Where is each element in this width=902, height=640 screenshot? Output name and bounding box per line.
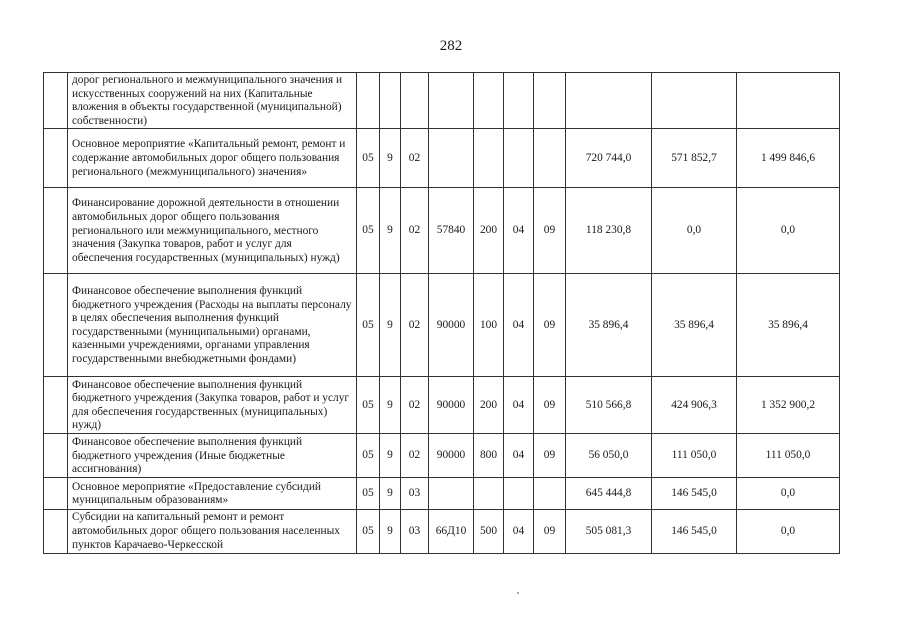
- subprogram-code-cell: 9: [380, 478, 401, 510]
- budget-table: [43, 72, 840, 554]
- chapter-code-cell: [504, 73, 534, 129]
- table-row: [44, 510, 840, 554]
- item-name-cell: дорог регионального и межмуниципального значения и искусственных сооружений на них (Капитальные вложения в объекты государственной (муниципальной) собственности): [68, 73, 357, 129]
- amount-year3-cell: 1 499 846,6: [737, 129, 840, 188]
- chapter-code-cell: 04: [504, 188, 534, 274]
- item-name-cell: Финансовое обеспечение выполнения функций бюджетного учреждения (Расходы на выплаты персоналу в целях обеспечения выполнения функций государственными (муниципальными) органами, казенными учреждениями, органами управления государственными внебюджетными фондами): [68, 274, 357, 377]
- row-marker-cell: [44, 434, 68, 478]
- amount-year3-cell: 1 352 900,2: [737, 377, 840, 434]
- amount-year2-cell: 146 545,0: [652, 478, 737, 510]
- chapter-code-cell: 04: [504, 510, 534, 554]
- activity-code-cell: 03: [401, 478, 429, 510]
- row-marker-cell: [44, 73, 68, 129]
- row-marker-cell: [44, 129, 68, 188]
- amount-year2-cell: 424 906,3: [652, 377, 737, 434]
- amount-year2-cell: 35 896,4: [652, 274, 737, 377]
- direction-code-cell: 66Д10: [429, 510, 474, 554]
- expense-type-cell: 200: [474, 377, 504, 434]
- subchapter-code-cell: [534, 478, 566, 510]
- amount-year1-cell: [566, 73, 652, 129]
- section-code-cell: 05: [357, 478, 380, 510]
- amount-year1-cell: 35 896,4: [566, 274, 652, 377]
- subprogram-code-cell: 9: [380, 377, 401, 434]
- chapter-code-cell: 04: [504, 377, 534, 434]
- amount-year3-cell: 0,0: [737, 478, 840, 510]
- expense-type-cell: [474, 478, 504, 510]
- item-name-cell: Финансирование дорожной деятельности в отношении автомобильных дорог общего пользования регионального или межмуниципального, местного значения (Закупка товаров, работ и услуг для обеспечения государственных (муниципальных) нужд): [68, 188, 357, 274]
- activity-code-cell: 03: [401, 510, 429, 554]
- section-code-cell: 05: [357, 188, 380, 274]
- direction-code-cell: [429, 478, 474, 510]
- activity-code-cell: 02: [401, 377, 429, 434]
- subchapter-code-cell: [534, 73, 566, 129]
- subprogram-code-cell: 9: [380, 434, 401, 478]
- scan-speck: [517, 592, 519, 594]
- amount-year3-cell: [737, 73, 840, 129]
- row-marker-cell: [44, 188, 68, 274]
- page-number: 282: [439, 38, 463, 54]
- table-row: [44, 129, 840, 188]
- item-name-cell: Субсидии на капитальный ремонт и ремонт автомобильных дорог общего пользования населенных пунктов Карачаево-Черкесской: [68, 510, 357, 554]
- expense-type-cell: 500: [474, 510, 504, 554]
- table-row: [44, 478, 840, 510]
- direction-code-cell: 90000: [429, 434, 474, 478]
- subprogram-code-cell: 9: [380, 510, 401, 554]
- section-code-cell: [357, 73, 380, 129]
- amount-year3-cell: 0,0: [737, 510, 840, 554]
- subchapter-code-cell: [534, 129, 566, 188]
- direction-code-cell: 90000: [429, 377, 474, 434]
- amount-year2-cell: 111 050,0: [652, 434, 737, 478]
- subchapter-code-cell: 09: [534, 434, 566, 478]
- amount-year1-cell: 645 444,8: [566, 478, 652, 510]
- subprogram-code-cell: 9: [380, 274, 401, 377]
- table-row: [44, 73, 840, 129]
- expense-type-cell: 100: [474, 274, 504, 377]
- direction-code-cell: 57840: [429, 188, 474, 274]
- row-marker-cell: [44, 510, 68, 554]
- table-row: [44, 188, 840, 274]
- item-name-cell: Основное мероприятие «Предоставление субсидий муниципальным образованиям»: [68, 478, 357, 510]
- amount-year1-cell: 510 566,8: [566, 377, 652, 434]
- amount-year3-cell: 0,0: [737, 188, 840, 274]
- chapter-code-cell: [504, 478, 534, 510]
- expense-type-cell: [474, 129, 504, 188]
- subprogram-code-cell: 9: [380, 188, 401, 274]
- item-name-cell: Основное мероприятие «Капитальный ремонт, ремонт и содержание автомобильных дорог общего пользования регионального (межмуниципального) значения»: [68, 129, 357, 188]
- subchapter-code-cell: 09: [534, 377, 566, 434]
- activity-code-cell: 02: [401, 129, 429, 188]
- chapter-code-cell: 04: [504, 274, 534, 377]
- subchapter-code-cell: 09: [534, 274, 566, 377]
- amount-year2-cell: 146 545,0: [652, 510, 737, 554]
- subprogram-code-cell: 9: [380, 129, 401, 188]
- section-code-cell: 05: [357, 274, 380, 377]
- item-name-cell: Финансовое обеспечение выполнения функций бюджетного учреждения (Закупка товаров, работ и услуг для обеспечения государственных (муниципальных) нужд): [68, 377, 357, 434]
- activity-code-cell: 02: [401, 188, 429, 274]
- expense-type-cell: 800: [474, 434, 504, 478]
- amount-year2-cell: [652, 73, 737, 129]
- chapter-code-cell: [504, 129, 534, 188]
- section-code-cell: 05: [357, 377, 380, 434]
- row-marker-cell: [44, 377, 68, 434]
- expense-type-cell: 200: [474, 188, 504, 274]
- direction-code-cell: [429, 129, 474, 188]
- amount-year2-cell: 0,0: [652, 188, 737, 274]
- direction-code-cell: [429, 73, 474, 129]
- amount-year1-cell: 505 081,3: [566, 510, 652, 554]
- amount-year1-cell: 720 744,0: [566, 129, 652, 188]
- row-marker-cell: [44, 478, 68, 510]
- amount-year3-cell: 111 050,0: [737, 434, 840, 478]
- activity-code-cell: 02: [401, 274, 429, 377]
- activity-code-cell: [401, 73, 429, 129]
- subchapter-code-cell: 09: [534, 188, 566, 274]
- amount-year1-cell: 56 050,0: [566, 434, 652, 478]
- table-row: [44, 434, 840, 478]
- table-row: [44, 274, 840, 377]
- amount-year3-cell: 35 896,4: [737, 274, 840, 377]
- item-name-cell: Финансовое обеспечение выполнения функций бюджетного учреждения (Иные бюджетные ассигнования): [68, 434, 357, 478]
- row-marker-cell: [44, 274, 68, 377]
- direction-code-cell: 90000: [429, 274, 474, 377]
- table-row: [44, 377, 840, 434]
- subchapter-code-cell: 09: [534, 510, 566, 554]
- section-code-cell: 05: [357, 129, 380, 188]
- chapter-code-cell: 04: [504, 434, 534, 478]
- amount-year2-cell: 571 852,7: [652, 129, 737, 188]
- section-code-cell: 05: [357, 510, 380, 554]
- subprogram-code-cell: [380, 73, 401, 129]
- activity-code-cell: 02: [401, 434, 429, 478]
- expense-type-cell: [474, 73, 504, 129]
- amount-year1-cell: 118 230,8: [566, 188, 652, 274]
- section-code-cell: 05: [357, 434, 380, 478]
